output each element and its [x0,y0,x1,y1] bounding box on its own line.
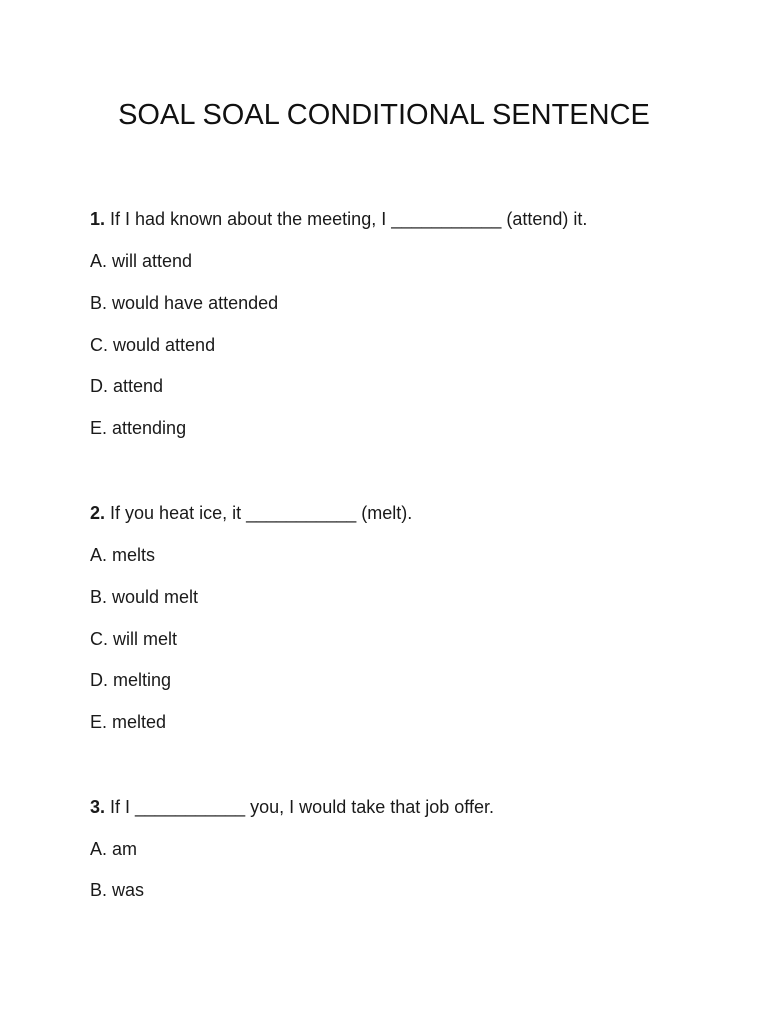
option-2d: D. melting [90,670,172,690]
question-number: 1. [90,209,106,229]
option-2a: A. melts [90,545,156,565]
option-1c: C. would attend [90,335,216,355]
option-2e: E. melted [90,712,167,732]
option-3b: B. was [90,880,145,900]
option-1b: B. would have attended [90,293,279,313]
question-number: 2. [90,503,106,523]
option-1d: D. attend [90,376,164,396]
option-2c: C. will melt [90,629,178,649]
question-1 [90,207,587,231]
option-1e: E. attending [90,418,187,438]
page-title: SOAL SOAL CONDITIONAL SENTENCE [118,99,650,131]
question-number: 3. [90,797,106,817]
question-text: If I had known about the meeting, I ___________ (attend) it. [110,209,588,229]
question-3 [90,795,494,819]
option-2b: B. would melt [90,587,199,607]
question-text: If I ___________ you, I would take that job offer. [110,797,494,817]
question-text: If you heat ice, it ___________ (melt). [110,503,413,523]
question-2 [90,501,412,525]
option-3a: A. am [90,839,138,859]
option-1a: A. will attend [90,251,193,271]
